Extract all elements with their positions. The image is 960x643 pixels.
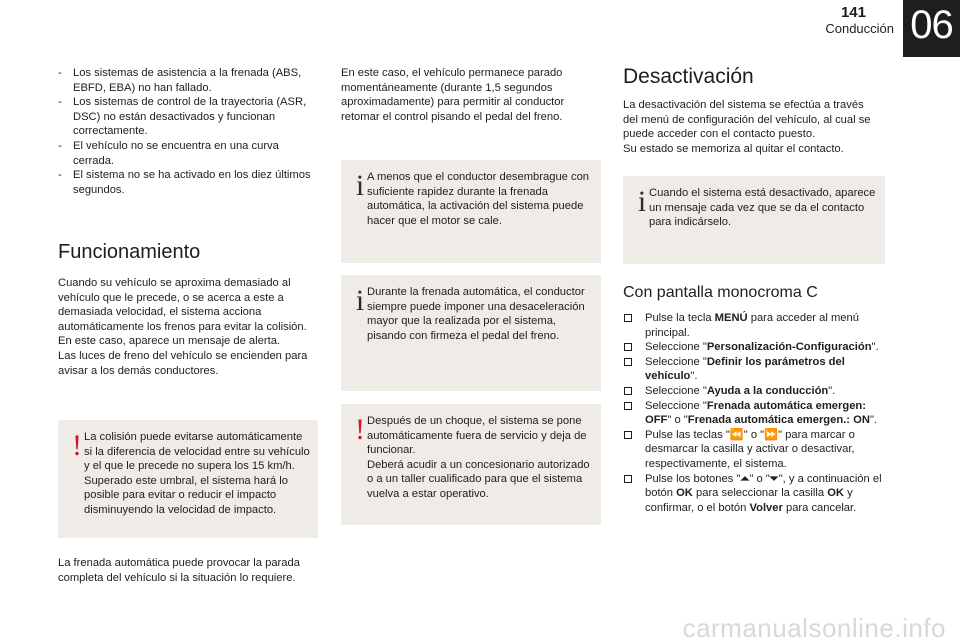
info-note-deactivated xyxy=(623,176,885,264)
chapter-tab: 06 xyxy=(903,0,960,57)
step-text: Pulse las teclas " xyxy=(645,428,730,441)
info-note-driver-override xyxy=(341,275,601,391)
step-key-label: Volver xyxy=(749,501,783,514)
step-item xyxy=(623,472,883,516)
subheading-monochrome: Con pantalla monocroma C xyxy=(623,284,818,301)
heading-desactivacion: Desactivación xyxy=(623,65,754,88)
footer-paragraph: La frenada automática puede provocar la parada completa del vehículo si la situación lo requiere. xyxy=(58,557,300,584)
info-note-text: Durante la frenada automática, el conductor siempre puede imponer una desaceleración mayor que la realizada por el sistema, pisando con firmeza el pedal del freno. xyxy=(367,286,585,342)
funcionamiento-body: Cuando su vehículo se aproxima demasiado al vehículo que le precede, o se acerca a este a demasiada velocidad, el sistema acciona automáticamente los frenos para evitar la colisión. En este caso, aparece un mensaje de alerta. Las luces de freno del vehículo se encienden para avisar a los demás conductores. xyxy=(58,277,308,377)
step-key-label: Frenada automática emergen: OFF xyxy=(645,399,866,427)
warning-note-text: Después de un choque, el sistema se pone automáticamente fuera de servicio y deja de funcionar. Deberá acudir a un concesionario autorizado o a un taller cualificado para que el sistema vuelva a estar operativo. xyxy=(367,415,590,500)
step-text: ". xyxy=(828,384,836,397)
conditions-list-block xyxy=(58,66,316,197)
heading-funcionamiento: Funcionamiento xyxy=(58,241,201,263)
step-text: ". xyxy=(690,370,698,383)
step-text: Pulse la tecla xyxy=(645,312,715,324)
warning-note-collision xyxy=(58,420,318,538)
warning-note-after-crash xyxy=(341,404,601,525)
exclamation-icon: ! xyxy=(355,413,365,446)
info-icon: i xyxy=(637,185,647,218)
exclamation-icon: ! xyxy=(72,429,82,462)
step-key-label: ⏩ xyxy=(764,428,779,441)
step-key-label: ⏶ xyxy=(740,472,750,485)
step-key-label: OK xyxy=(827,487,844,500)
step-text: ". xyxy=(871,341,879,354)
info-note-text: Cuando el sistema está desactivado, aparece un mensaje cada vez que se da el contacto para indicárselo. xyxy=(649,187,876,229)
warning-note-text: La colisión puede evitarse automáticamente si la diferencia de velocidad entre su vehículo y el que le precede no supera los 15 km/h. Superado este umbral, el sistema hará lo posible para evitar o reducir el impacto disminuyendo la velocidad de impacto. xyxy=(84,431,310,516)
steps-list xyxy=(623,311,883,515)
step-text: para seleccionar la casilla xyxy=(692,487,828,500)
step-text: ", y a continuación el botón xyxy=(645,472,882,500)
step-text: Seleccione " xyxy=(645,355,707,368)
intro-paragraph: En este caso, el vehículo permanece parado momentáneamente (durante 1,5 segundos aproximadamente) para permitir al conductor retomar el control pisando el pedal del freno. xyxy=(341,67,565,123)
step-text: Seleccione " xyxy=(645,399,707,412)
section-label: Conducción xyxy=(825,21,894,36)
condition-item: - El sistema no se ha activado en los diez últimos segundos. xyxy=(58,168,316,197)
step-key-label: OK xyxy=(676,487,693,500)
step-key-label: ⏷ xyxy=(769,472,779,485)
step-text: Seleccione " xyxy=(645,384,707,397)
step-text: ". xyxy=(869,414,878,427)
step-item xyxy=(623,340,883,355)
step-text: " o " xyxy=(667,414,688,427)
step-key-label: MENÚ xyxy=(714,312,748,324)
step-key-label: ⏪ xyxy=(729,428,744,441)
desactivacion-body: La desactivación del sistema se efectúa a través del menú de configuración del vehículo, al cual se puede acceder con el contacto puesto. Su estado se memoriza al quitar el contacto. xyxy=(623,99,871,155)
info-icon: i xyxy=(355,169,365,202)
step-text: " o " xyxy=(743,428,765,441)
step-text: para acceder al menú principal. xyxy=(645,312,859,339)
page-number: 141 xyxy=(840,4,866,21)
step-key-label: Frenada automática emergen.: ON xyxy=(687,414,870,427)
step-text: " para marcar o desmarcar la casilla y activar o desactivar, respectivamente, el sistema. xyxy=(645,428,855,470)
steps-block xyxy=(623,311,883,515)
info-icon: i xyxy=(355,284,365,317)
condition-item: - El vehículo no se encuentra en una curva cerrada. xyxy=(58,139,316,168)
step-key-label: Definir los parámetros del vehículo xyxy=(645,355,845,383)
conditions-list xyxy=(58,66,316,197)
step-text: y confirmar, o el botón xyxy=(645,487,853,514)
step-item xyxy=(623,428,883,472)
step-key-label: Personalización-Configuración xyxy=(706,341,872,354)
step-text: Seleccione " xyxy=(645,341,707,354)
info-note-text: A menos que el conductor desembrague con suficiente rapidez durante la frenada automática, la activación del sistema puede hacer que el motor se cale. xyxy=(367,171,590,227)
step-text: " o " xyxy=(749,472,770,485)
step-item xyxy=(623,311,883,340)
step-key-label: Ayuda a la conducción xyxy=(706,384,829,397)
step-text: Pulse los botones " xyxy=(645,472,741,485)
watermark: carmanualsonline.info xyxy=(682,613,946,643)
step-item xyxy=(623,355,883,384)
info-note-stall xyxy=(341,160,601,263)
condition-item: - Los sistemas de asistencia a la frenada (ABS, EBFD, EBA) no han fallado. xyxy=(58,66,316,95)
step-item xyxy=(623,399,883,428)
step-item xyxy=(623,384,883,399)
step-text: para cancelar. xyxy=(782,501,857,514)
condition-item: - Los sistemas de control de la trayectoria (ASR, DSC) no están desactivados y funcionan correctamente. xyxy=(58,95,316,139)
